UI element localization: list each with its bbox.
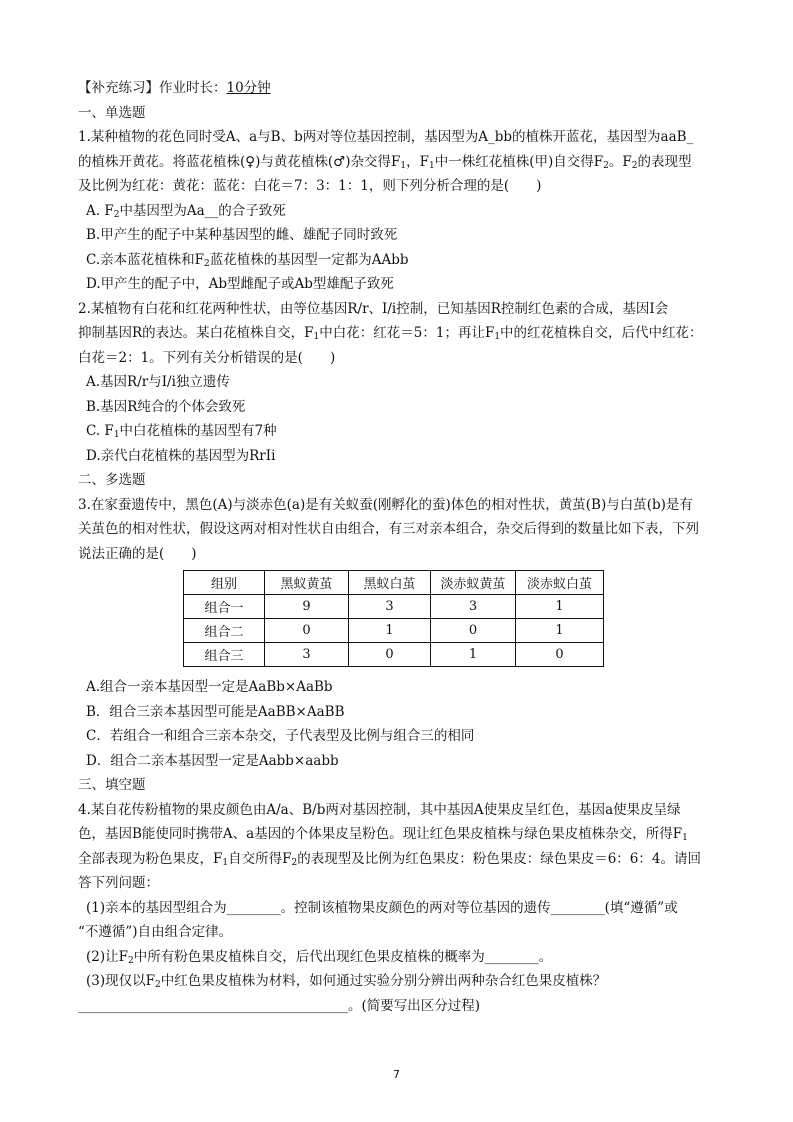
- table-header-cell: 淡赤蚁黄茧: [431, 571, 516, 595]
- q3-data-table: [183, 570, 604, 667]
- q4-line-4: 答下列问题：: [78, 875, 159, 891]
- page-number: 7: [393, 1068, 400, 1081]
- table-cell: 1: [516, 595, 604, 619]
- table-cell: 组合二: [184, 619, 265, 643]
- table-cell: 1: [349, 619, 431, 643]
- table-cell: 0: [265, 619, 349, 643]
- q3-line-3: 说法正确的是( ): [78, 545, 197, 562]
- q4-part-1-line-2: “不遵循”)自由组合定律。: [78, 924, 233, 940]
- q2-option-d: D.亲代白花植株的基因型为RrIi: [86, 447, 276, 464]
- table-header-cell: 组别: [184, 571, 265, 595]
- q1-line-1: 1.某种植物的花色同时受A、a与B、b两对等位基因控制，基因型为A_bb的植株开蓝花，基因型为aaB_: [78, 129, 694, 145]
- q3-option-c: C．若组合一和组合三亲本杂交，子代表型及比例与组合三的相同: [86, 728, 475, 744]
- q1-line-2: 的植株开黄花。将蓝花植株(♀)与黄花植株(♂)杂交得$F_1$，$F_1$中一株红花植株(甲)自交得$F_2$。$F_2$的表现型: [78, 153, 692, 171]
- q1-line-3: 及比例为红花：黄花：蓝花：白花＝7：3：1：1，则下列分析合理的是( ): [78, 178, 542, 194]
- q3-option-d: D．组合二亲本基因型一定是Aabb×aabb: [86, 752, 339, 769]
- table-cell: 3: [349, 595, 431, 619]
- table-cell: 1: [516, 619, 604, 643]
- q2-option-a: A.基因R/r与I/i独立遗传: [86, 374, 230, 390]
- q3-line-2: 关茧色的相对性状，假设这两对相对性状自由组合，有三对亲本组合，杂交后得到的数量比如下表，下列: [78, 521, 699, 537]
- header-line: [78, 76, 718, 101]
- q2-line-1: 2.某植物有白花和红花两种性状，由等位基因R/r、I/i控制，已知基因R控制红色素的合成，基因I会: [78, 300, 669, 317]
- table-row: [184, 595, 604, 619]
- q4-line-1: 4.某自花传粉植物的果皮颜色由A/a、B/b两对基因控制，其中基因A使果皮呈红色，基因a使果皮呈绿: [78, 801, 681, 818]
- table-cell: 0: [431, 619, 516, 643]
- table-cell: 9: [265, 595, 349, 619]
- question-3: [78, 493, 718, 774]
- section-heading-multiple-choice: 二、多选题: [78, 472, 146, 488]
- document-content: [78, 76, 718, 1018]
- table-header-row: [184, 571, 604, 595]
- table-row: [184, 643, 604, 667]
- q2-option-b: B.基因R纯合的个体会致死: [86, 398, 246, 415]
- table-header-cell: 黑蚁白茧: [349, 571, 431, 595]
- q2-line-3: 白花＝2：1。下列有关分析错误的是( ): [78, 349, 336, 366]
- q4-part-1-line-1: (1)亲本的基因型组合为________。控制该植物果皮颜色的两对等位基因的遗传________(填“遵循”或: [86, 899, 678, 916]
- q1-option-a: A. $F_2$中基因型为Aa__的合子致死: [86, 202, 286, 220]
- header-title: 【补充练习】作业时长：: [78, 80, 227, 96]
- q3-option-b: B．组合三亲本基因型可能是AaBB×AaBB: [86, 703, 345, 720]
- q3-option-a: A.组合一亲本基因型一定是AaBb×AaBb: [86, 679, 333, 695]
- q1-option-b: B.甲产生的配子中某种基因型的雌、雄配子同时致死: [86, 227, 398, 243]
- q3-line-1: 3.在家蚕遗传中，黑色(A)与淡赤色(a)是有关蚁蚕(刚孵化的蚕)体色的相对性状，黄茧(B)与白茧(b)是有: [78, 496, 693, 513]
- q2-option-c: C. $F_1$中白花植株的基因型有7种: [86, 423, 277, 440]
- q4-part-2: (2)让$F_2$中所有粉色果皮植株自交，后代出现红色果皮植株的概率为________。: [86, 948, 553, 966]
- q4-part-3-line-1: (3)现仅以$F_2$中红色果皮植株为材料，如何通过实验分别分辨出两种杂合红色果皮植株？: [86, 973, 607, 990]
- table-cell: 0: [349, 643, 431, 667]
- table-cell: 3: [265, 643, 349, 667]
- section-heading-single-choice: 一、单选题: [78, 104, 146, 121]
- table-cell: 3: [431, 595, 516, 619]
- question-4: [78, 798, 718, 1019]
- q2-line-2: 抑制基因R的表达。某白花植株自交，$F_1$中白花：红花＝5：1；再让$F_1$中的红花植株自交，后代中红花：: [78, 325, 703, 342]
- table-row: [184, 619, 604, 643]
- question-1: [78, 125, 718, 297]
- table-cell: 1: [431, 643, 516, 667]
- q4-line-3: 全部表现为粉色果皮，$F_1$自交所得$F_2$的表现型及比例为红色果皮：粉色果皮：绿色果皮＝6：6：4。请回: [78, 850, 701, 868]
- q4-part-3-line-2: ________________________________________。(简要写出区分过程): [78, 997, 481, 1014]
- table-cell: 0: [516, 643, 604, 667]
- table-header-cell: 淡赤蚁白茧: [516, 571, 604, 595]
- q1-option-d: D.甲产生的配子中，Ab型雌配子或Ab型雄配子致死: [86, 276, 394, 292]
- section-heading-fill-blank: 三、填空题: [78, 777, 146, 793]
- table-cell: 组合一: [184, 595, 265, 619]
- header-duration: 10分钟: [226, 80, 271, 96]
- table-cell: 组合三: [184, 643, 265, 667]
- question-2: [78, 297, 718, 469]
- table-header-cell: 黑蚁黄茧: [265, 571, 349, 595]
- q1-option-c: C.亲本蓝花植株和$F_2$蓝花植株的基因型一定都为AAbb: [86, 251, 409, 269]
- q4-line-2: 色，基因B能使同时携带A、a基因的个体果皮呈粉色。现让红色果皮植株与绿色果皮植株杂交，所得$F_1$: [78, 826, 688, 843]
